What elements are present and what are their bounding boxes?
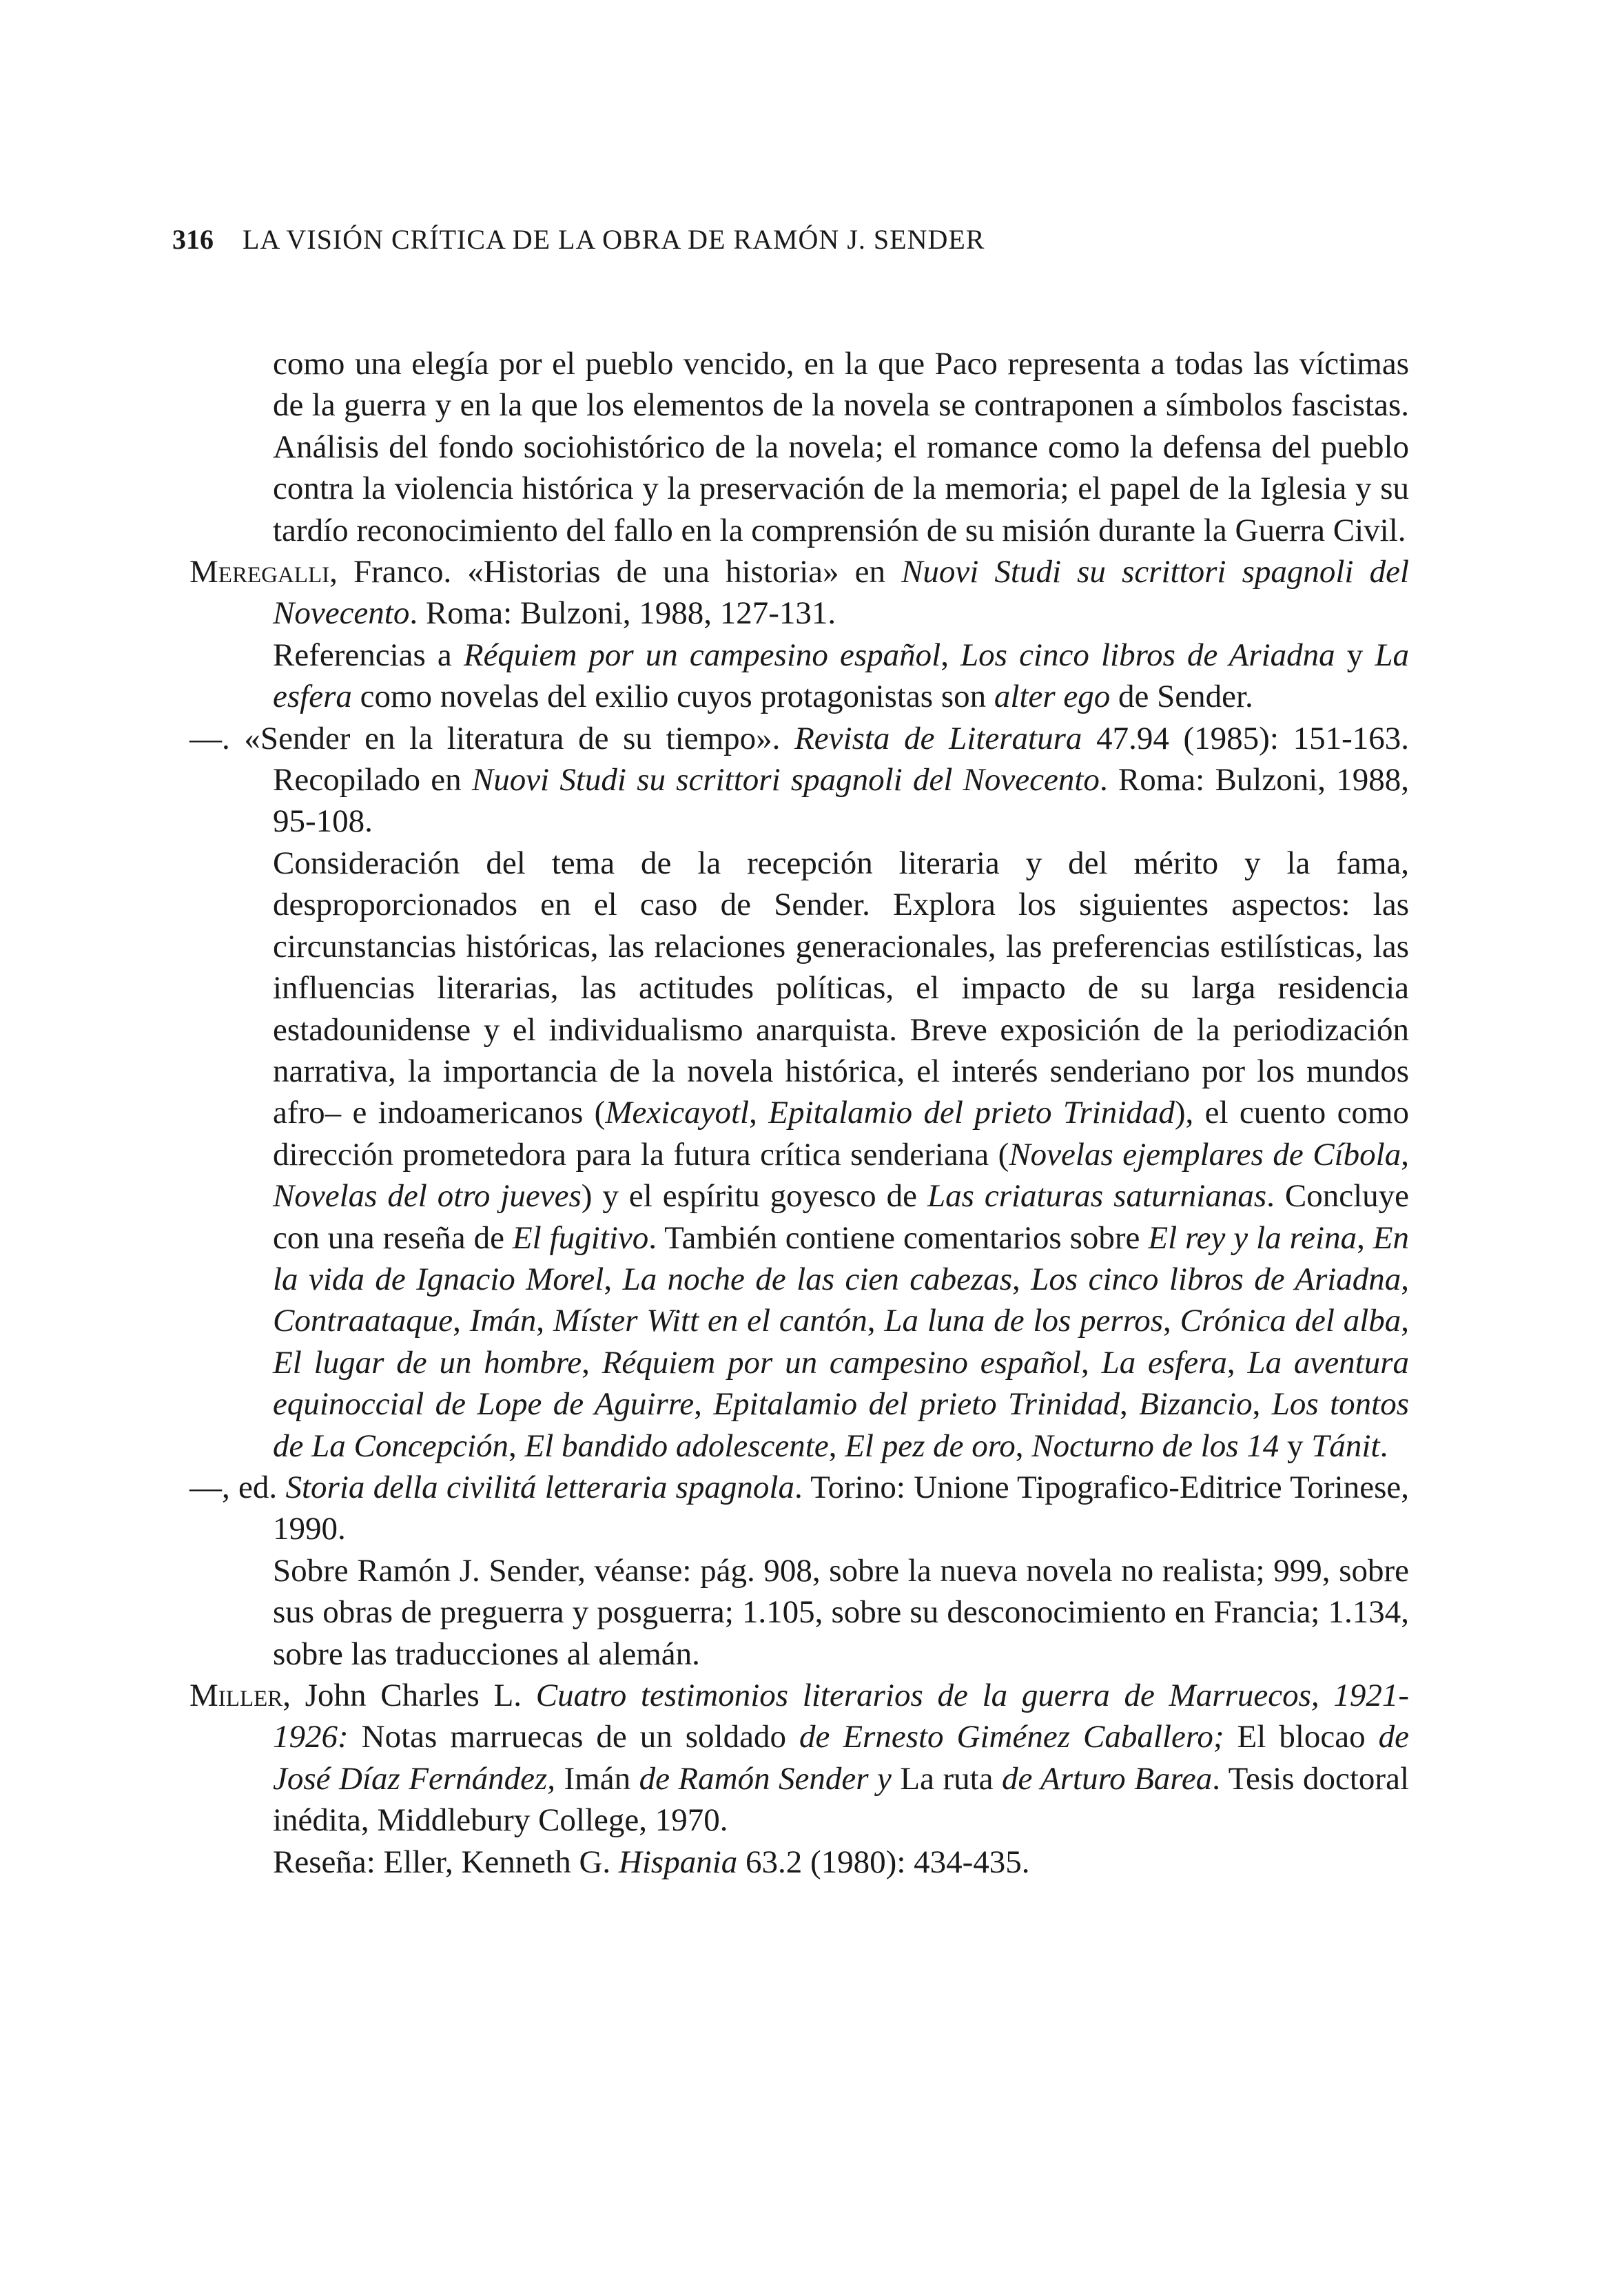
text-run: , — [1080, 1344, 1102, 1381]
italic-title: La aventura equinoccial de Lope de Aguirre — [273, 1344, 1410, 1423]
text-run: , — [536, 1303, 553, 1339]
text-run: Imán — [555, 1760, 639, 1797]
text-run: . Roma: Bulzoni, 1988, 127-131. — [409, 595, 836, 632]
text-run: . Tesis doctoral inédita, Middlebury College, 1970. — [273, 1760, 1410, 1839]
text-run: , — [867, 1303, 885, 1339]
italic-title: El pez de oro — [845, 1427, 1016, 1464]
annotation-miller-resena — [189, 1842, 1409, 1883]
entry-meregalli-sender-literatura — [189, 718, 1409, 843]
text-run: como una elegía por el pueblo vencido, en la que Paco representa a todas las víctimas de la guerra y en la que los elementos de la novela se contraponen a símbolos fascistas. Análisis del fondo sociohistórico de la novela; el romance como la defensa del pueblo contra la violencia histórica y la preservación de la memoria; el papel de la Iglesia y su tardío reconocimiento del fallo en la comprensión de su misión durante la Guerra Civil. — [273, 346, 1409, 548]
text-run: Sobre Ramón J. Sender, véanse: pág. 908, sobre la nueva novela no realista; 999, sobre sus obras de preguerra y posguerra; 1.105, sobre su desconocimiento en Francia; 1.134, sobre las traducciones al alemán. — [273, 1552, 1409, 1672]
italic-title: Los tontos de La Concepción — [273, 1386, 1409, 1464]
italic-title: Míster Witt en el cantón — [553, 1303, 867, 1339]
italic-title: La noche de las cien cabezas — [622, 1261, 1013, 1297]
text-run: . Concluye con una reseña de — [273, 1178, 1409, 1256]
text-run: como novelas del exilio cuyos protagonistas son — [351, 679, 994, 715]
text-run: , — [604, 1261, 623, 1297]
italic-title: Epitalamio del prieto Trinidad — [768, 1095, 1175, 1131]
text-run: 47.94 (1985): 151-163. Recopilado en — [273, 720, 1409, 798]
text-run: 63.2 (1980): 434-435. — [737, 1844, 1030, 1880]
text-run: , — [1401, 1136, 1409, 1173]
italic-title: Mexicayotl — [605, 1095, 750, 1131]
text-run: , — [1401, 1261, 1410, 1297]
text-run: . — [1379, 1427, 1388, 1464]
italic-title: El bandido adolescente — [524, 1427, 829, 1464]
text-run: , — [828, 1427, 845, 1464]
text-run: , — [1226, 1344, 1248, 1381]
text-run: —, ed. — [189, 1469, 286, 1505]
italic-title: Hispania — [618, 1844, 738, 1880]
italic-title: Cuatro testimonios literarios de la guerra de Marruecos, 1921-1926: — [273, 1678, 1410, 1755]
text-run: , John Charles L. — [282, 1678, 536, 1713]
italic-title: Crónica del alba — [1180, 1303, 1401, 1339]
annotation-meregalli-sobre-sender — [189, 1550, 1409, 1675]
italic-title: Nocturno de los 14 — [1031, 1427, 1279, 1464]
text-run: . Torino: Unione Tipografico-Editrice Torinese, 1990. — [273, 1469, 1409, 1547]
annotation-meregalli-consideracion — [189, 843, 1409, 1467]
italic-title: de Ernesto Giménez Caballero; — [799, 1719, 1224, 1755]
entry-meregalli-historias — [189, 551, 1409, 635]
italic-title: El fugitivo — [512, 1219, 649, 1256]
running-title: LA VISIÓN CRÍTICA DE LA OBRA DE RAMÓN J. SENDER — [243, 224, 985, 255]
text-run: —. «Sender en la literatura de su tiempo». — [189, 720, 795, 756]
italic-title: de José Díaz Fernández, — [273, 1719, 1409, 1797]
italic-title: Novelas ejemplares de Cíbola — [1009, 1136, 1401, 1173]
text-run: y — [1279, 1427, 1312, 1464]
italic-title: La esfera — [1101, 1344, 1227, 1381]
text-run: . Roma: Bulzoni, 1988, 95-108. — [273, 762, 1409, 840]
text-run: , — [1252, 1386, 1272, 1423]
text-run: Notas marruecas de un soldado — [348, 1719, 799, 1755]
entry-meregalli-storia — [189, 1467, 1409, 1550]
italic-title: Storia della civilitá letteraria spagnola — [285, 1469, 794, 1505]
text-run: , — [1163, 1303, 1180, 1339]
page-number: 316 — [172, 224, 214, 255]
text-run: Consideración del tema de la recepción literaria y del mérito y la fama, desproporcionados en el caso de Sender. Explora los siguientes aspectos: las circunstancias históricas, las relaciones generacionales, las preferencias estilísticas, las influencias literarias, las actitudes políticas, el impacto de su larga residencia estadounidense y el individualismo anarquista. Breve exposición de la periodización narrativa, la importancia de la novela histórica, el interés senderiano por los mundos afro– e indoamericanos ( — [273, 845, 1409, 1131]
text-run: El blocao — [1224, 1719, 1379, 1755]
italic-title: Nuovi Studi su scrittori spagnoli del Novecento — [471, 762, 1100, 798]
italic-title: Los cinco libros de Ariadna — [960, 637, 1335, 673]
text-run: . También contiene comentarios sobre — [648, 1219, 1149, 1256]
text-run: de Sender. — [1110, 679, 1253, 715]
entry-miller-cuatro-testimonios — [189, 1675, 1409, 1842]
text-run: , — [508, 1427, 525, 1464]
text-run: , — [582, 1344, 602, 1381]
italic-title: Bizancio — [1139, 1386, 1253, 1423]
text-run: ) y el espíritu goyesco de — [581, 1178, 927, 1215]
text-run: , — [1015, 1427, 1032, 1464]
italic-title: Réquiem por un campesino español — [602, 1344, 1081, 1381]
author-surname: Meregalli — [189, 554, 330, 590]
italic-title: Nuovi Studi su scrittori spagnoli del Novecento — [273, 554, 1410, 632]
text-run: , — [941, 637, 961, 673]
text-run: , Franco. «Historias de una historia» en — [329, 554, 902, 590]
text-run: , — [1357, 1219, 1373, 1256]
italic-title: alter ego — [994, 679, 1111, 715]
italic-title: de Arturo Barea — [1002, 1760, 1213, 1797]
text-run: , — [1120, 1386, 1140, 1423]
text-run: La ruta — [891, 1760, 1003, 1797]
annotation-paco-elegia — [189, 343, 1409, 551]
text-run: , — [749, 1095, 769, 1131]
text-run: Reseña: Eller, Kenneth G. — [273, 1844, 619, 1880]
annotation-meregalli-referencias — [189, 635, 1409, 718]
text-run: Referencias a — [273, 637, 464, 673]
italic-title: Epitalamio del prieto Trinidad — [713, 1386, 1120, 1423]
text-run: , — [1401, 1303, 1410, 1339]
text-run: , — [694, 1386, 714, 1423]
text-run: y — [1335, 637, 1375, 673]
italic-title: Réquiem por un campesino español — [463, 637, 941, 673]
italic-title: Los cinco libros de Ariadna — [1031, 1261, 1401, 1297]
italic-title: Las criaturas saturnianas — [927, 1178, 1267, 1215]
italic-title: Revista de Literatura — [794, 720, 1082, 756]
italic-title: En la vida de Ignacio Morel — [273, 1219, 1410, 1297]
italic-title: Novelas del otro jueves — [273, 1178, 582, 1215]
text-run: ), el cuento como dirección prometedora para la futura crítica senderiana ( — [273, 1095, 1409, 1173]
italic-title: El lugar de un hombre — [273, 1344, 582, 1381]
text-run: , — [453, 1303, 470, 1339]
bibliography-body — [189, 343, 1409, 1883]
italic-title: Contraataque — [273, 1303, 453, 1339]
italic-title: La luna de los perros — [884, 1303, 1164, 1339]
italic-title: Tánit — [1311, 1427, 1380, 1464]
italic-title: La esfera — [273, 637, 1410, 715]
italic-title: El rey y la reina — [1148, 1219, 1357, 1256]
italic-title: de Ramón Sender y — [639, 1760, 892, 1797]
text-run: , — [1012, 1261, 1031, 1297]
running-header — [172, 222, 1412, 258]
author-surname: Miller — [189, 1678, 283, 1713]
italic-title: Imán — [469, 1303, 537, 1339]
